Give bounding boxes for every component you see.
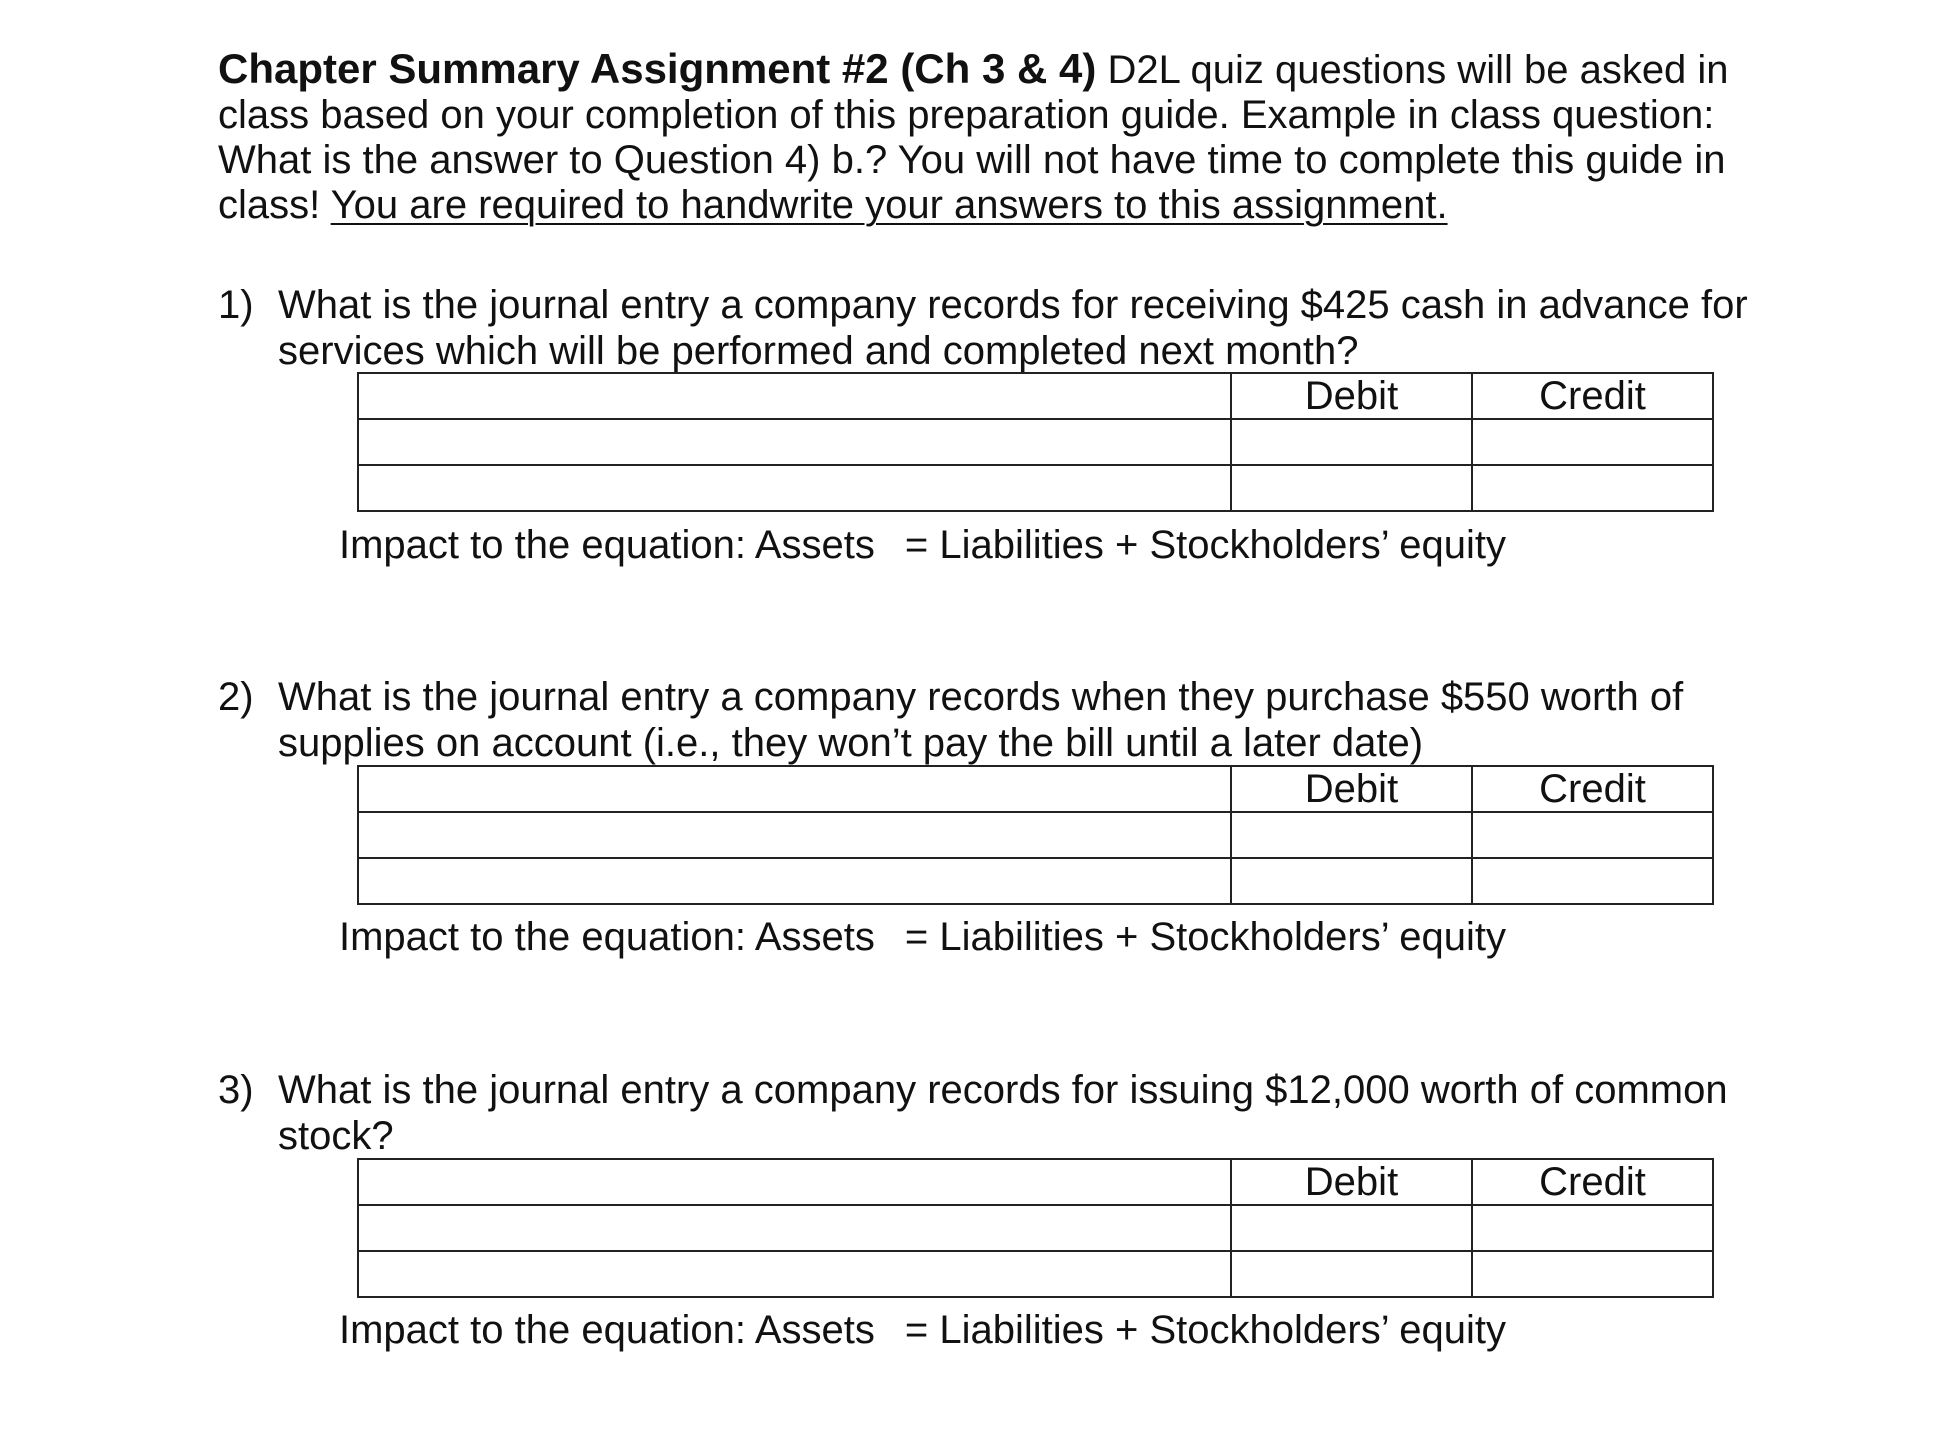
credit-header: Credit [1472, 766, 1713, 812]
question-text [218, 282, 1818, 374]
table-header-row [358, 1159, 1713, 1205]
account-cell[interactable] [358, 1251, 1231, 1297]
question-number: 1) [218, 283, 254, 327]
equation-impact [339, 1307, 1506, 1353]
debit-cell[interactable] [1231, 812, 1472, 858]
table-row [358, 858, 1713, 904]
credit-cell[interactable] [1472, 812, 1713, 858]
impact-label: Impact to the equation: Assets [339, 1308, 875, 1352]
question-text [218, 674, 1818, 766]
journal-entry-table [357, 765, 1714, 905]
credit-cell[interactable] [1472, 419, 1713, 465]
credit-cell[interactable] [1472, 1251, 1713, 1297]
table-row [358, 1205, 1713, 1251]
question-prompt: What is the journal entry a company records when they purchase $550 worth of supplies on account (i.e., they won’t pay the bill until a later date) [278, 675, 1684, 765]
impact-equation: = Liabilities + Stockholders’ equity [904, 523, 1506, 567]
table-row [358, 465, 1713, 511]
table-header-row [358, 766, 1713, 812]
debit-cell[interactable] [1231, 1251, 1472, 1297]
impact-equation: = Liabilities + Stockholders’ equity [904, 1308, 1506, 1352]
debit-cell[interactable] [1231, 1205, 1472, 1251]
table-row [358, 812, 1713, 858]
account-header-cell [358, 766, 1231, 812]
question-number: 2) [218, 675, 254, 719]
debit-header: Debit [1231, 766, 1472, 812]
credit-header: Credit [1472, 1159, 1713, 1205]
credit-cell[interactable] [1472, 1205, 1713, 1251]
account-cell[interactable] [358, 1205, 1231, 1251]
account-cell[interactable] [358, 858, 1231, 904]
debit-cell[interactable] [1231, 858, 1472, 904]
credit-cell[interactable] [1472, 465, 1713, 511]
table-row [358, 1251, 1713, 1297]
question-2 [218, 674, 1818, 959]
assignment-instructions: D2L quiz questions will be asked in class based on your completion of this preparation guide. Example in class question: What is the answer to Question 4) b.? You will not have time to complete this guide in class! [218, 48, 1729, 227]
impact-label: Impact to the equation: Assets [339, 523, 875, 567]
assignment-intro [218, 46, 1798, 228]
question-3 [218, 1067, 1818, 1352]
question-1 [218, 282, 1818, 567]
journal-entry-table [357, 372, 1714, 512]
debit-cell[interactable] [1231, 419, 1472, 465]
table-header-row [358, 373, 1713, 419]
question-number: 3) [218, 1068, 254, 1112]
question-prompt: What is the journal entry a company records for issuing $12,000 worth of common stock? [278, 1068, 1728, 1158]
credit-header: Credit [1472, 373, 1713, 419]
question-text [218, 1067, 1818, 1159]
debit-header: Debit [1231, 373, 1472, 419]
equation-impact [339, 522, 1506, 568]
impact-equation: = Liabilities + Stockholders’ equity [904, 915, 1506, 959]
account-header-cell [358, 1159, 1231, 1205]
journal-entry-table [357, 1158, 1714, 1298]
question-prompt: What is the journal entry a company records for receiving $425 cash in advance for services which will be performed and completed next month? [278, 283, 1748, 373]
credit-cell[interactable] [1472, 858, 1713, 904]
account-cell[interactable] [358, 465, 1231, 511]
assignment-title: Chapter Summary Assignment #2 (Ch 3 & 4) [218, 45, 1097, 92]
debit-cell[interactable] [1231, 465, 1472, 511]
account-header-cell [358, 373, 1231, 419]
table-row [358, 419, 1713, 465]
debit-header: Debit [1231, 1159, 1472, 1205]
equation-impact [339, 914, 1506, 960]
impact-label: Impact to the equation: Assets [339, 915, 875, 959]
account-cell[interactable] [358, 419, 1231, 465]
handwrite-requirement: You are required to handwrite your answers to this assignment. [330, 183, 1448, 227]
account-cell[interactable] [358, 812, 1231, 858]
